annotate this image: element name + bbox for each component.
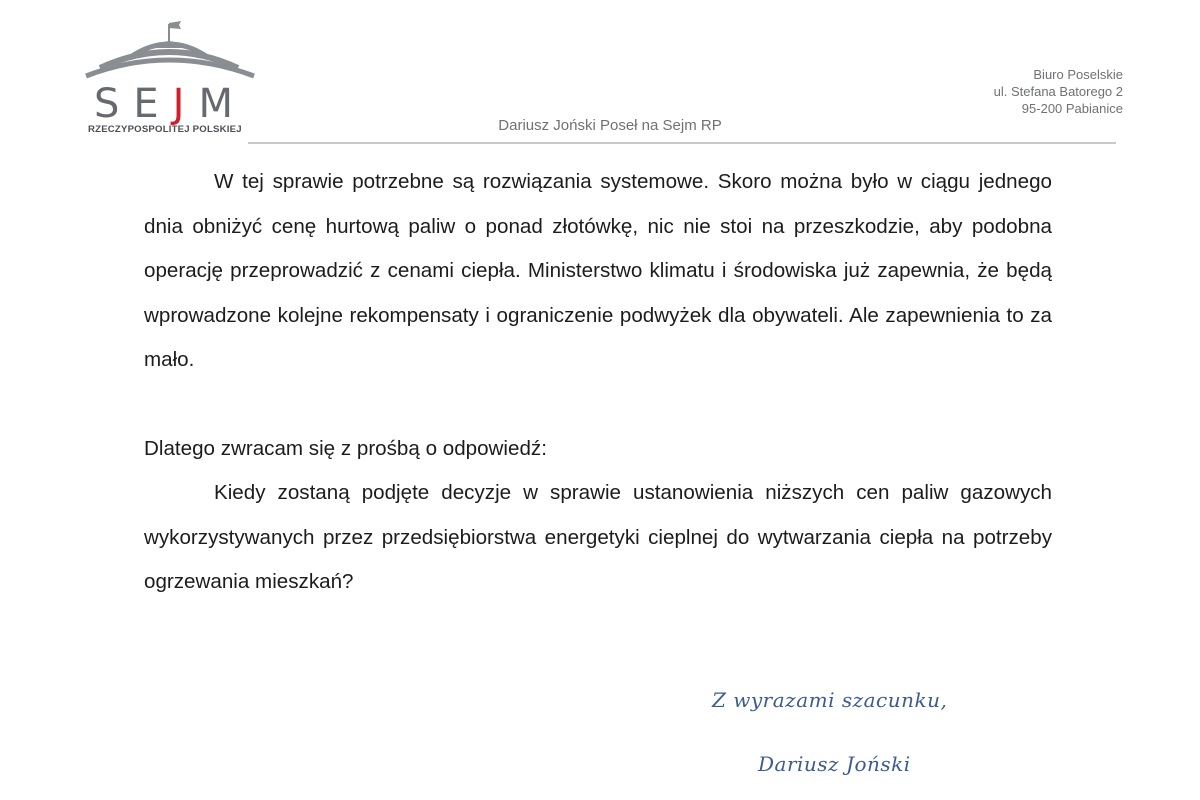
sejm-dome-icon	[82, 18, 262, 88]
sejm-logo	[82, 18, 262, 136]
address-line-3: 95-200 Pabianice	[1021, 101, 1123, 116]
letterhead-title: Dariusz Joński Poseł na Sejm RP	[498, 117, 722, 134]
paragraph-request: Dlatego zwracam się z prośbą o odpowiedź:	[144, 436, 547, 460]
paragraph-spacer	[144, 383, 1052, 427]
closing-phrase: Z wyrazami szacunku,	[712, 688, 948, 712]
handwritten-signature: Dariusz Joński	[758, 752, 911, 776]
paragraph-systemic-solutions: W tej sprawie potrzebne są rozwiązania systemowe. Skoro można było w ciągu jednego dnia obniżyć cenę hurtową paliw o ponad złotówkę, nic nie stoi na przeszkodzie, aby podobna operację przeprowadzić z cenami ciepła. Ministerstwo klimatu i środowiska już zapewnia, że będą wprowadzone kolejne rekompensaty i ograniczenie podwyżek dla obywateli. Ale zapewnienia to za mało.	[144, 170, 1052, 371]
header-divider	[248, 142, 1116, 144]
address-line-1: Biuro Poselskie	[1033, 67, 1123, 82]
office-address	[994, 66, 1123, 117]
paragraph-question: Kiedy zostaną podjęte decyzje w sprawie ustanowienia niższych cen paliw gazowych wykorzystywanych przez przedsiębiorstwa energetyki cieplnej do wytwarzania ciepła na potrzeby ogrzewania mieszkań?	[144, 481, 1052, 593]
address-line-2: ul. Stefana Batorego 2	[993, 84, 1123, 99]
logo-subtitle: RZECZYPOSPOLITEJ POLSKIEJ	[88, 124, 242, 135]
logo-wordmark: SEJM	[94, 81, 247, 127]
letter-body	[144, 160, 1052, 605]
